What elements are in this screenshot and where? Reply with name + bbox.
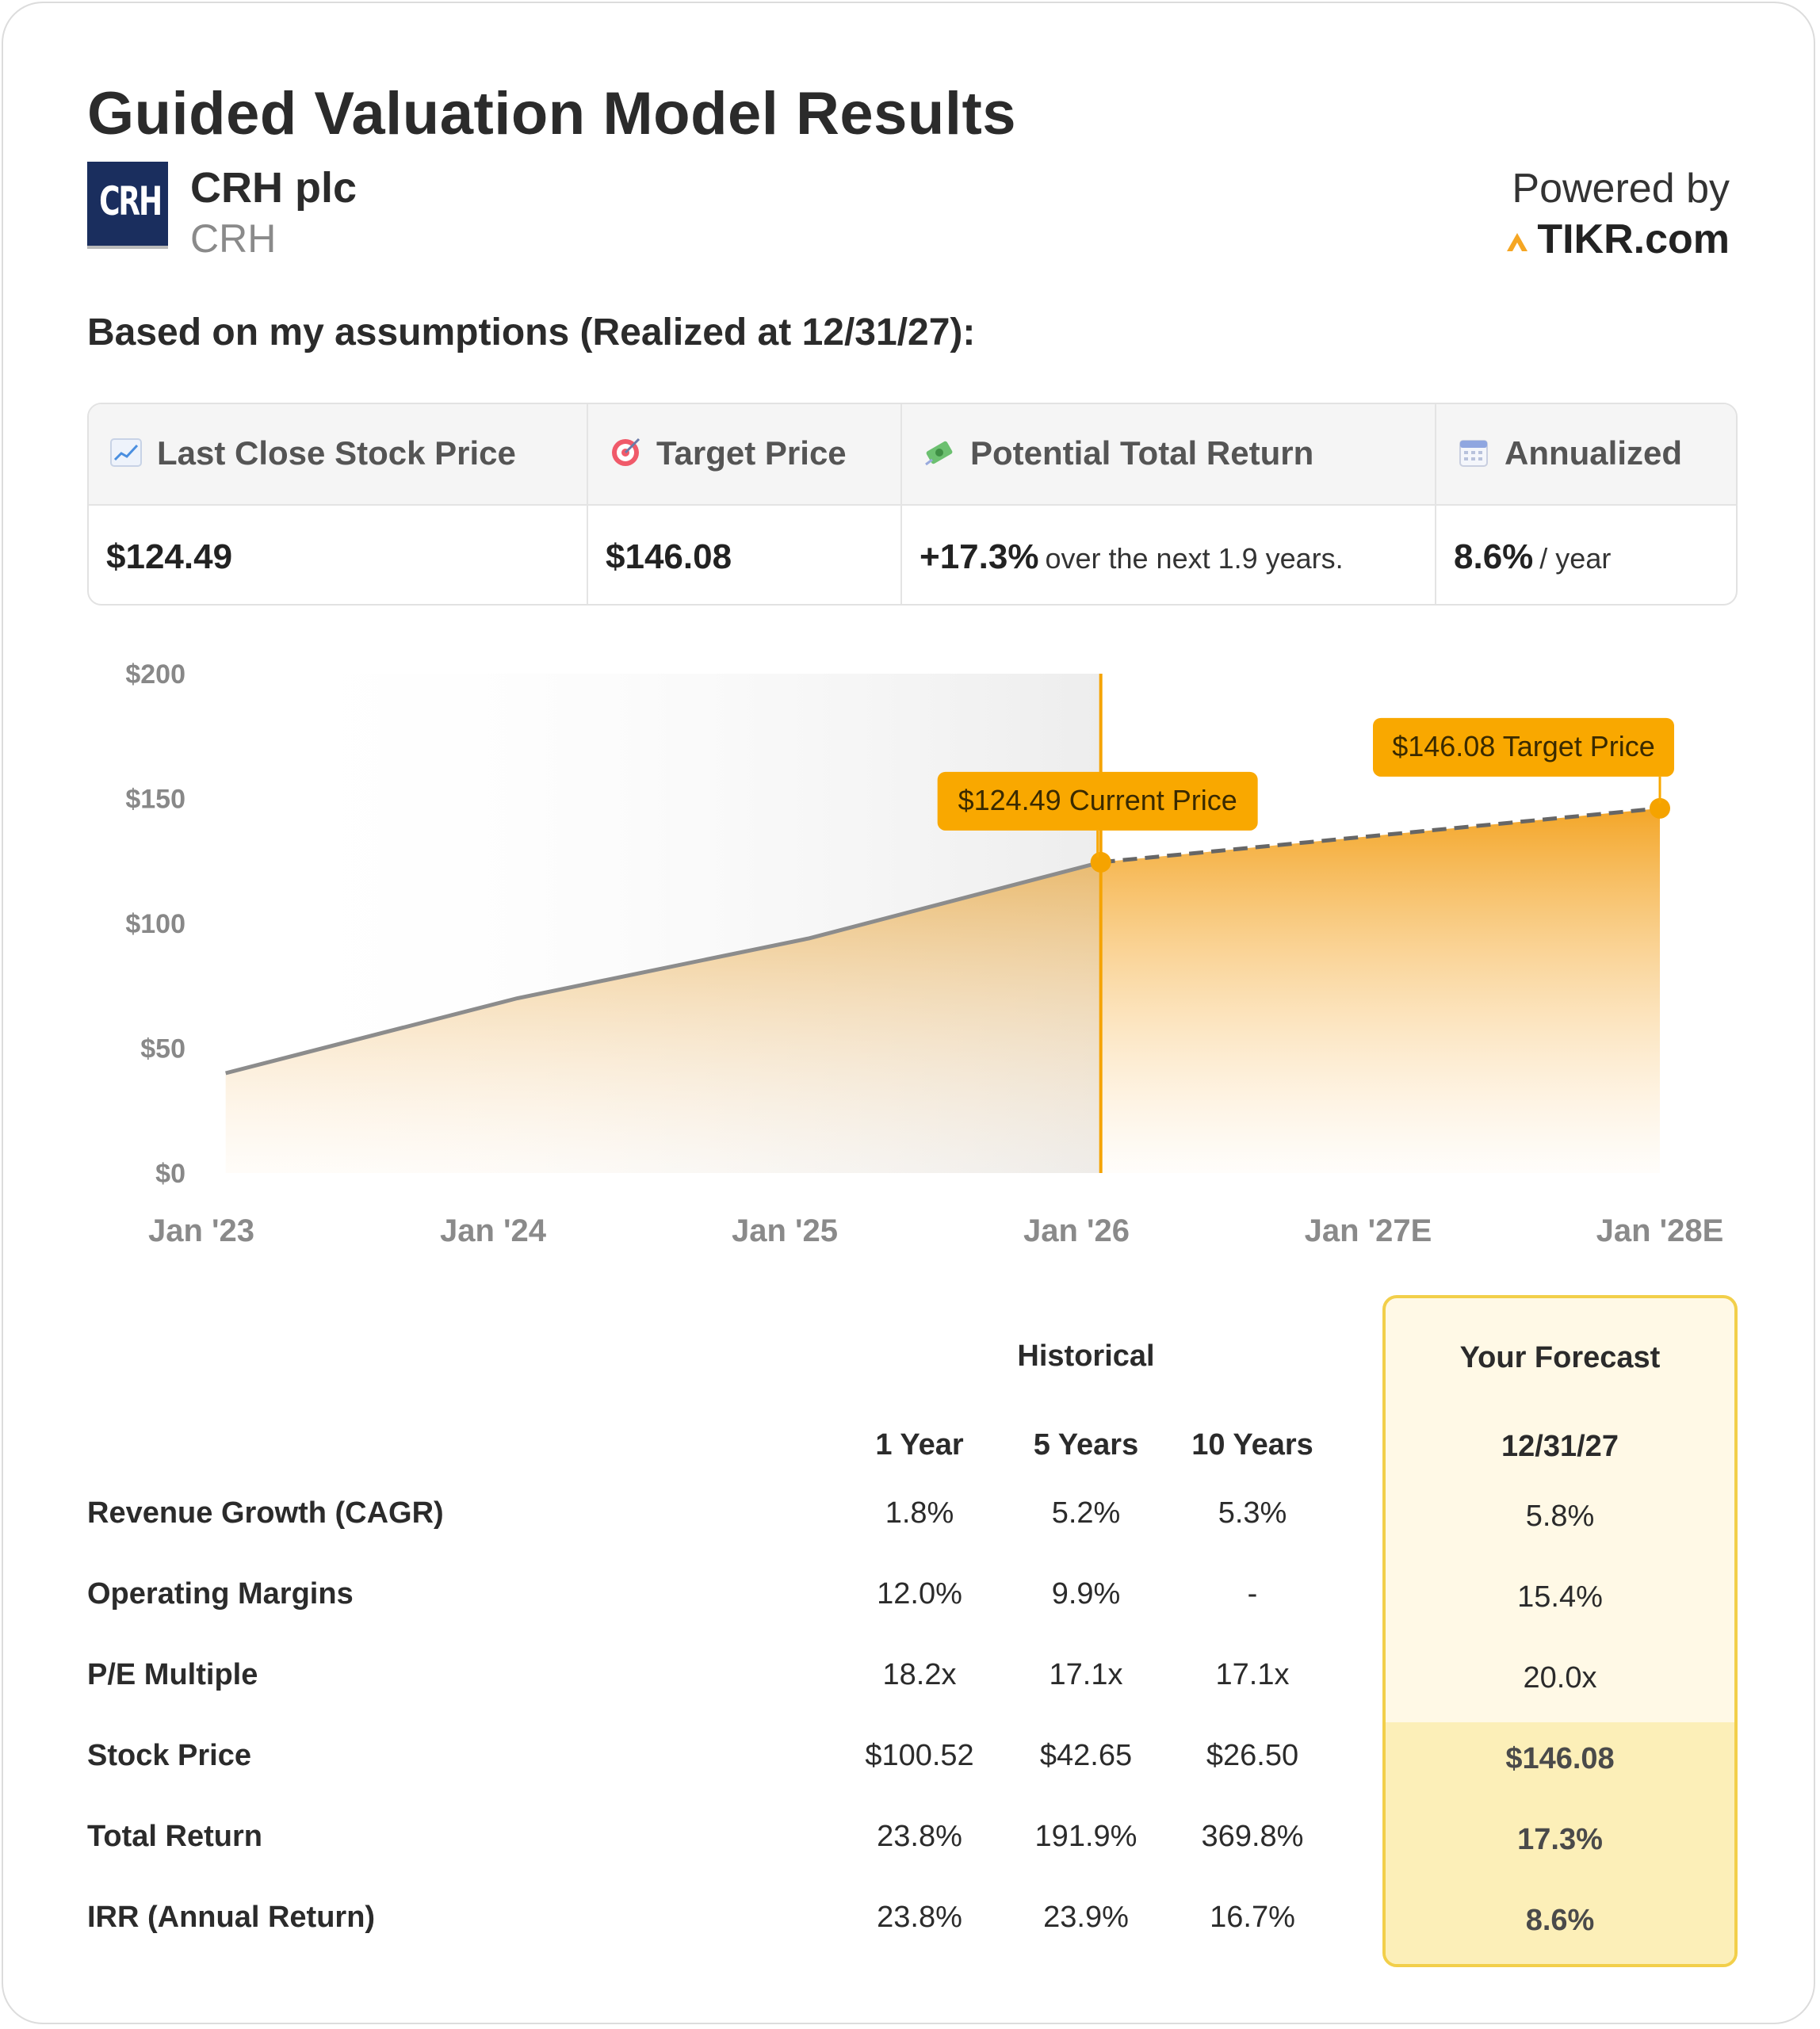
x-tick-label: Jan '26 [1023,1213,1130,1248]
company-name: CRH plc [190,164,358,212]
x-tick-label: Jan '28E [1596,1213,1724,1248]
table-cell: 23.8% [877,1820,962,1853]
logo-text: CRH [99,178,161,224]
forecast-cell: 15.4% [1517,1580,1603,1614]
annualized-note: / year [1539,542,1612,575]
table-cell: $100.52 [865,1739,974,1772]
current-price-marker [1091,852,1111,873]
return-note: over the next 1.9 years. [1045,542,1344,575]
price-chart [3,3,1817,1271]
powered-by-label: Powered by [1512,166,1730,212]
table-cell: 17.1x [1215,1658,1290,1691]
page-title: Guided Valuation Model Results [87,80,1017,147]
results-card [2,2,1815,2024]
y-tick-label: $50 [140,1034,185,1064]
table-cell: 5.3% [1218,1496,1287,1530]
current-price-callout-label: $124.49 Current Price [958,783,1237,816]
row-label: Total Return [87,1820,262,1853]
y-tick-label: $200 [125,659,185,690]
annualized-label: Annualized [1505,434,1683,472]
return-label: Potential Total Return [970,434,1314,472]
x-tick-label: Jan '24 [439,1213,547,1248]
table-cell: 9.9% [1051,1577,1121,1611]
table-cell: 369.8% [1201,1820,1304,1853]
period-1y: 1 Year [875,1428,964,1462]
table-cell: 23.9% [1043,1901,1129,1934]
target-label: Target Price [656,434,847,472]
table-cell: 191.9% [1034,1820,1138,1853]
forecast-cell: 20.0x [1523,1661,1597,1695]
y-tick-label: $0 [155,1159,185,1189]
x-tick-label: Jan '27E [1304,1213,1432,1248]
table-cell: 5.2% [1051,1496,1121,1530]
forecast-column [1382,1295,1738,1967]
target-value: $146.08 [606,537,732,576]
brand-name: TIKR.com [1537,216,1730,262]
period-10y: 10 Years [1191,1428,1313,1462]
table-cell: 1.8% [885,1496,954,1530]
row-label: Revenue Growth (CAGR) [87,1496,444,1530]
table-cell: 16.7% [1210,1901,1295,1934]
row-label: Stock Price [87,1739,251,1772]
table-cell: $42.65 [1039,1739,1133,1772]
last-close-value: $124.49 [106,537,233,576]
annualized-value: 8.6% [1454,537,1534,576]
row-label: Operating Margins [87,1577,354,1611]
table-cell: 23.8% [877,1901,962,1934]
y-tick-label: $150 [125,784,185,815]
forecast-cell: 17.3% [1517,1823,1603,1856]
company-ticker: CRH [190,216,277,261]
last-close-label: Last Close Stock Price [157,434,516,472]
x-tick-label: Jan '25 [731,1213,839,1248]
x-tick-label: Jan '23 [147,1213,255,1248]
forecast-cell: 5.8% [1525,1500,1595,1533]
table-cell: 17.1x [1049,1658,1123,1691]
historical-header: Historical [1017,1339,1155,1373]
forecast-header: Your Forecast [1459,1341,1661,1374]
forecast-cell: 8.6% [1525,1904,1595,1937]
forecast-area [1101,808,1660,1173]
row-label: IRR (Annual Return) [87,1901,376,1934]
target-price-callout-label: $146.08 Target Price [1392,729,1655,762]
return-value: +17.3% [920,537,1039,576]
row-label: P/E Multiple [87,1658,258,1691]
assumptions-subtitle: Based on my assumptions (Realized at 12/31/27): [87,311,976,353]
table-cell: $26.50 [1206,1739,1299,1772]
period-5y: 5 Years [1033,1428,1139,1462]
forecast-date: 12/31/27 [1501,1430,1619,1463]
y-tick-label: $100 [125,909,185,939]
table-cell: 18.2x [882,1658,957,1691]
table-cell: - [1247,1577,1258,1611]
table-cell: 12.0% [877,1577,962,1611]
forecast-cell: $146.08 [1505,1742,1615,1775]
